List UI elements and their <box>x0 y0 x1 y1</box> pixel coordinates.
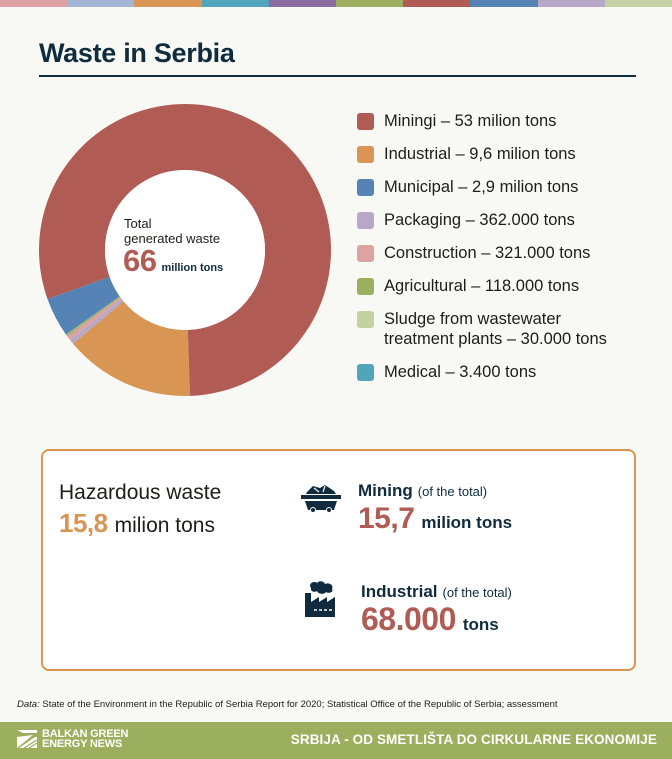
legend-label: Packaging – 362.000 tons <box>384 211 575 229</box>
brand-name <box>42 729 128 749</box>
brand-logo[interactable] <box>16 729 128 749</box>
footer-bar <box>0 722 672 759</box>
donut-center-label <box>124 216 220 246</box>
mining-unit: milion tons <box>421 513 513 532</box>
hazardous-value: 15,8 <box>59 508 108 538</box>
legend-item <box>357 243 657 263</box>
title-divider <box>39 75 636 77</box>
page-title: Waste in Serbia <box>39 38 235 68</box>
industrial-label: Industrial <box>361 582 438 601</box>
mining-label: Mining <box>358 481 413 500</box>
hazardous-unit: milion tons <box>114 514 215 537</box>
legend-item <box>357 210 657 230</box>
legend-item <box>357 362 657 382</box>
mine-cart-icon <box>300 483 342 517</box>
factory-icon <box>302 580 338 618</box>
mining-hazardous-value <box>358 502 512 536</box>
mining-note: (of the total) <box>417 484 488 499</box>
legend-label: Municipal – 2,9 milion tons <box>384 178 579 196</box>
legend-swatch <box>357 146 374 163</box>
center-label-line2: generated waste <box>124 231 221 246</box>
legend-label: Medical – 3.400 tons <box>384 363 537 381</box>
color-stripe <box>336 0 403 7</box>
top-color-stripes <box>0 0 672 7</box>
legend-item <box>357 144 657 164</box>
legend-swatch <box>357 113 374 130</box>
color-stripe <box>269 0 336 7</box>
legend-label: Agricultural – 118.000 tons <box>384 277 580 295</box>
bgen-logo-icon <box>16 729 38 749</box>
total-waste-unit: million tons <box>161 262 224 274</box>
industrial-note: (of the total) <box>442 585 512 600</box>
legend-swatch <box>357 364 374 381</box>
legend-item <box>357 111 657 131</box>
center-label-line1: Total <box>124 216 152 231</box>
legend-swatch <box>357 179 374 196</box>
industrial-value: 68.000 <box>361 601 456 637</box>
brand-line2: ENERGY NEWS <box>42 738 123 750</box>
brand-line1: BALKAN GREEN <box>42 728 129 740</box>
hazardous-title: Hazardous waste <box>59 481 222 504</box>
color-stripe <box>134 0 201 7</box>
legend-swatch <box>357 245 374 262</box>
data-source-note <box>17 699 558 710</box>
color-stripe <box>67 0 134 7</box>
legend-item <box>357 276 657 296</box>
legend-label: Construction – 321.000 tons <box>384 244 591 262</box>
total-waste-value: 66 <box>123 243 157 278</box>
legend-label: Industrial – 9,6 milion tons <box>384 145 576 163</box>
legend-swatch <box>357 212 374 229</box>
color-stripe <box>605 0 672 7</box>
legend-swatch <box>357 311 374 328</box>
color-stripe <box>470 0 537 7</box>
hazardous-total <box>59 508 215 539</box>
legend-item <box>357 309 657 349</box>
mining-hazardous-title <box>358 481 487 501</box>
industrial-hazardous-value <box>361 601 499 638</box>
color-stripe <box>0 0 67 7</box>
series-title: SRBIJA - OD SMETLIŠTA DO CIRKULARNE EKONOMIJE <box>290 732 657 747</box>
industrial-hazardous-title <box>361 582 512 602</box>
mining-value: 15,7 <box>358 502 415 535</box>
legend-label: Miningi – 53 milion tons <box>384 112 557 130</box>
source-text: State of the Environment in the Republic of Serbia Report for 2020; Statistical Office of the Republic of Serbia; assessment <box>39 699 558 710</box>
color-stripe <box>202 0 269 7</box>
legend-label: Sludge from wastewater treatment plants – 30.000 tons <box>384 310 607 348</box>
source-label: Data: <box>17 699 40 710</box>
donut-center-value <box>123 243 223 279</box>
legend-swatch <box>357 278 374 295</box>
chart-legend <box>357 111 657 395</box>
color-stripe <box>403 0 470 7</box>
color-stripe <box>538 0 605 7</box>
legend-item <box>357 177 657 197</box>
industrial-unit: tons <box>462 615 499 634</box>
